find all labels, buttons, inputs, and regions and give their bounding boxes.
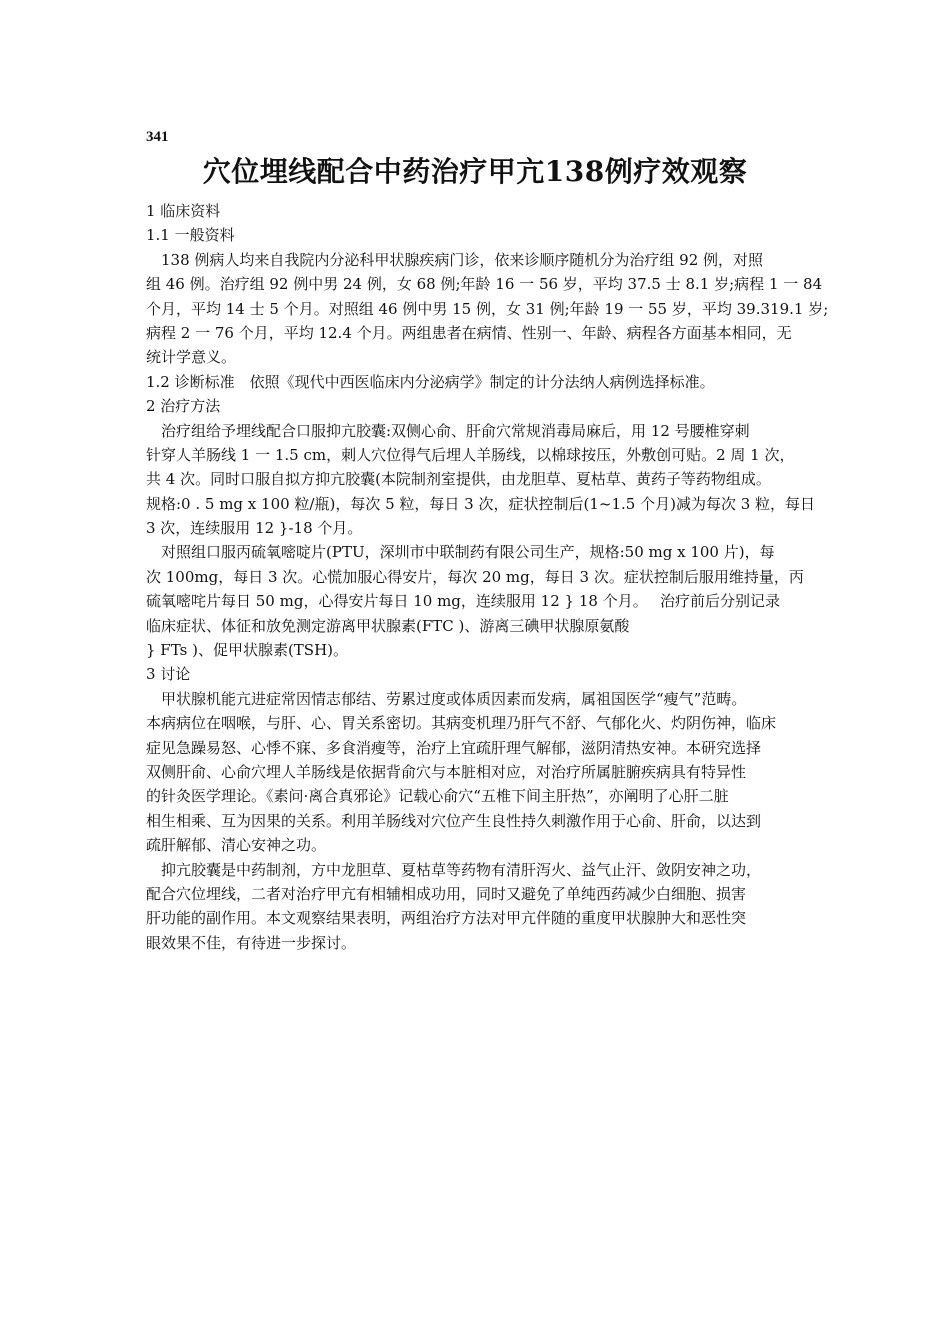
page-number: 341: [146, 129, 169, 145]
text-line: 3 讨论: [146, 665, 191, 684]
text-line: 治疗组给予埋线配合口服抑亢胶囊:双侧心俞、肝俞穴常规消毒局麻后，用 12 号腰椎穿刺: [161, 421, 750, 440]
text-line: 症见急躁易怒、心悸不寐、多食消瘦等，治疗上宜疏肝理气解郁，滋阴清热安神。本研究选择: [146, 738, 762, 757]
text-line: 2 治疗方法: [146, 397, 221, 416]
article-body: [146, 199, 829, 955]
article-title: 穴位埋线配合中药治疗甲亢138例疗效观察: [202, 155, 748, 188]
text-line: 相生相乘、互为因果的关系。利用羊肠线对穴位产生良性持久刺激作用于心俞、肝俞，以达到: [146, 811, 762, 830]
text-line: 个月，平均 14 士 5 个月。对照组 46 例中男 15 例，女 31 例;年龄 19 一 55 岁，平均 39.319.1 岁;: [146, 299, 829, 318]
text-line: 对照组口服丙硫氧嘧啶片(PTU，深圳市中联制药有限公司生产，规格:50 mg x 100 片)，每: [161, 543, 775, 562]
text-line: 1.2 诊断标准 依照《现代中西医临床内分泌病学》制定的计分法纳人病例选择标准。: [146, 372, 715, 391]
text-line: 组 46 例。治疗组 92 例中男 24 例，女 68 例;年龄 16 一 56 岁，平均 37.5 士 8.1 岁;病程 1 一 84: [146, 275, 823, 294]
text-line: 3 次，连续服用 12 }-18 个月。: [146, 519, 363, 538]
text-line: 甲状腺机能亢进症常因情志郁结、劳累过度或体质因素而发病，属祖国医学“瘦气”范畴。: [161, 689, 747, 708]
text-line: 1 临床资料: [146, 202, 221, 220]
text-line: 138 例病人均来自我院内分泌科甲状腺疾病门诊，依来诊顺序随机分为治疗组 92 例，对照: [161, 250, 764, 269]
text-line: 针穿人羊肠线 1 一 1.5 cm，刺人穴位得气后埋人羊肠线，以棉球按压，外敷创可贴。2 周 1 次，: [146, 445, 795, 464]
text-line: 规格:0 . 5 mg x 100 粒/瓶)，每次 5 粒，每日 3 次，症状控制后(1~1.5 个月)减为每次 3 粒，每日: [146, 494, 816, 513]
text-line: 共 4 次。同时口服自拟方抑亢胶囊(本院制剂室提供，由龙胆草、夏枯草、黄药子等药物组成。: [146, 470, 771, 489]
text-line: 硫氧嘧咤片每日 50 mg，心得安片每日 10 mg，连续服用 12 } 18 个月。 治疗前后分别记录: [146, 592, 780, 611]
text-line: 眼效果不佳，有待进一步探讨。: [146, 933, 357, 952]
text-line: 1.1 一般资料: [146, 226, 235, 245]
text-line: 本病病位在咽喉，与肝、心、胃关系密切。其病变机理乃肝气不舒、气郁化火、灼阴伤神，临床: [146, 714, 777, 733]
text-line: 统计学意义。: [146, 348, 237, 367]
text-line: 疏肝解郁、清心安神之功。: [146, 836, 327, 855]
text-line: 肝功能的副作用。本文观察结果表明，两组治疗方法对甲亢伴随的重度甲状腺肿大和恶性突: [146, 909, 747, 928]
text-line: } FTs )、促甲状腺素(TSH)。: [146, 641, 349, 660]
text-line: 的针灸医学理论。《素问·离合真邪论》记载心俞穴“五椎下间主肝热”，亦阐明了心肝二脏: [146, 787, 729, 806]
text-line: 抑亢胶囊是中药制剂，方中龙胆草、夏枯草等药物有清肝泻火、益气止汗、敛阴安神之功，: [161, 860, 762, 879]
text-line: 双侧肝俞、心俞穴埋人羊肠线是依据背俞穴与本脏相对应，对治疗所属脏腑疾病具有特异性: [146, 762, 747, 781]
text-line: 病程 2 一 76 个月，平均 12.4 个月。两组患者在病情、性别一、年龄、病程各方面基本相同，无: [146, 323, 792, 342]
text-line: 次 100mg，每日 3 次。心慌加服心得安片，每次 20 mg，每日 3 次。症状控制后服用维持量，丙: [146, 567, 804, 586]
text-line: 配合穴位埋线，二者对治疗甲亢有相辅相成功用，同时又避免了单纯西药减少白细胞、损害: [146, 884, 747, 903]
text-line: 临床症状、体征和放免测定游离甲状腺素(FTC )、游离三碘甲状腺原氨酸: [146, 616, 630, 635]
